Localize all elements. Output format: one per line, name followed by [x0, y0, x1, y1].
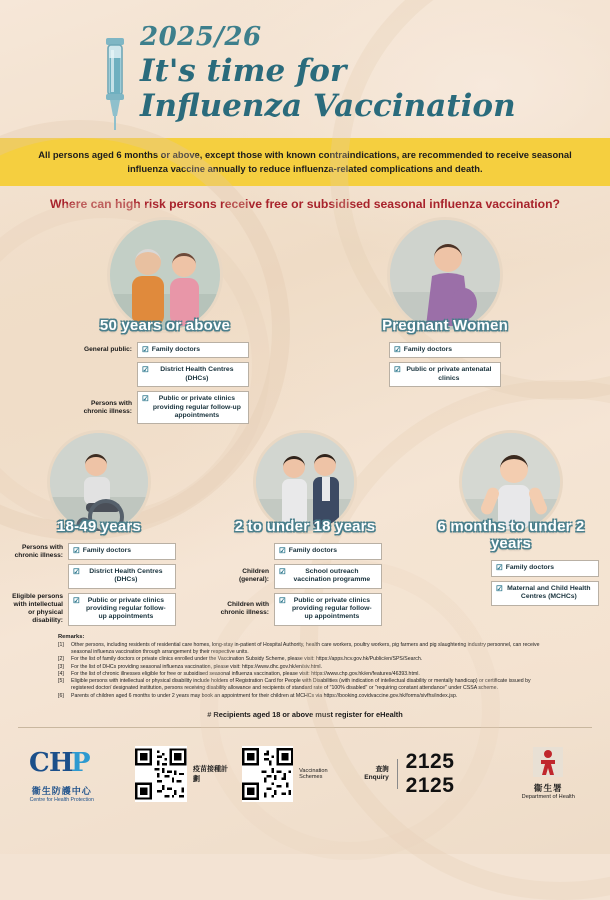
check-label: Persons with chronic illness: — [14, 543, 63, 559]
remark-text: For the list of DHCs providing seasonal influenza vaccination, please visit: https://www.dhc.gov.hk/en/siv.html. — [71, 663, 322, 670]
check-icon: ☑ — [73, 595, 80, 605]
remark-number: [1] — [58, 642, 64, 649]
qr-block-2 — [242, 746, 349, 802]
check-text: District Health Centres (DHCs) — [89, 567, 163, 584]
check-icon: ☑ — [279, 546, 286, 556]
qr-block-1 — [135, 746, 231, 802]
check-row — [70, 391, 249, 424]
qr-label-zh: 疫苗接種計劃 — [192, 765, 228, 783]
check-row — [70, 362, 249, 387]
check-row — [7, 564, 176, 589]
remark-item — [58, 642, 552, 656]
check-text: Public or private clinics providing regular follow-up appointments — [292, 596, 372, 621]
svg-text:H: H — [48, 747, 74, 778]
check-row — [213, 543, 382, 559]
check-icon: ☑ — [142, 365, 149, 375]
check-row — [7, 593, 176, 626]
qr-vaccination-schemes-en[interactable] — [242, 746, 294, 802]
check-text: Family doctors — [288, 547, 338, 555]
chp-name-en: Centre for Health Protection — [29, 796, 94, 803]
check-label: Persons with chronic illness: — [83, 399, 132, 415]
group-caption: 6 months to under 2 years — [437, 518, 585, 553]
pregnant-woman-photo — [387, 217, 503, 333]
group-eighteen-to-fortynine — [7, 430, 191, 625]
check-item — [68, 564, 176, 589]
check-icon: ☑ — [142, 345, 149, 354]
dh-name-zh: 衞生署 — [533, 783, 563, 794]
check-item — [491, 581, 599, 606]
check-label: General public: — [84, 346, 132, 354]
check-text: District Health Centres (DHCs) — [160, 366, 234, 382]
poster-footer — [0, 728, 610, 820]
check-text: Public or private antenatal clinics — [406, 366, 492, 382]
poster-header — [0, 0, 610, 138]
check-item — [68, 593, 176, 626]
dh-logo-icon — [533, 747, 563, 777]
remark-item — [58, 664, 552, 671]
remark-item — [58, 693, 552, 700]
svg-text:C: C — [28, 747, 50, 778]
remarks-title: Remarks: — [58, 633, 85, 640]
svg-text:P: P — [70, 747, 91, 778]
check-item — [137, 362, 249, 387]
enquiry-label-en: Enquiry — [364, 773, 389, 781]
enquiry-phone: 2125 2125 — [405, 749, 455, 797]
check-row — [7, 543, 176, 559]
poster-title-line2: Influenza Vaccination — [140, 88, 516, 124]
qr-vaccination-scheme-zh[interactable] — [135, 746, 186, 802]
check-text: Public or private clinics providing regular follow-up appointments — [152, 395, 241, 420]
check-icon: ☑ — [394, 365, 401, 375]
group-fifty-or-above — [70, 217, 260, 424]
dh-logo — [509, 747, 588, 800]
remark-number: [3] — [58, 663, 64, 670]
chp-logo — [22, 745, 101, 803]
check-row — [213, 564, 382, 589]
enquiry-label-zh: 查詢 — [375, 765, 389, 773]
group-caption: 18-49 years — [57, 518, 141, 536]
remark-text: Other persons, including residents of residential care homes, long-stay in-patient of Hospital Authority, health care workers, poultry workers, pig farmers and pig slaughtering industry personnel, can receive seasonal influenza vaccination through arrangement by their respective units. — [71, 642, 540, 656]
elderly-couple-photo — [107, 217, 223, 333]
remark-item — [58, 671, 552, 678]
dh-name-en: Department of Health — [521, 794, 575, 801]
check-icon: ☑ — [279, 566, 286, 576]
check-icon: ☑ — [279, 595, 286, 605]
check-icon: ☑ — [394, 345, 401, 354]
enquiry-block — [364, 750, 498, 798]
remark-number: [6] — [58, 692, 64, 699]
check-label: Children (general): — [238, 568, 269, 584]
question-heading: Where can high risk persons receive free or subsidised seasonal influenza vaccination? — [49, 197, 561, 211]
check-item — [389, 342, 501, 358]
remark-text: For the list of family doctors or private clinics enrolled under the Vaccination Subsidy Scheme, please visit: https://apps.hcv.gov.hk/Public/en/SPS/Search. — [71, 656, 423, 663]
enquiry-divider — [397, 759, 398, 789]
title-block — [140, 22, 516, 124]
checklist-eighteen-to-fortynine — [7, 543, 191, 625]
check-row — [70, 342, 249, 358]
check-label: Children with chronic illness: — [220, 601, 269, 617]
remark-item — [58, 656, 552, 663]
poster-year: 2025/26 — [140, 22, 262, 52]
check-icon: ☑ — [496, 583, 503, 593]
group-two-to-under-eighteen — [213, 430, 397, 625]
remark-number: [2] — [58, 656, 64, 663]
check-row — [491, 581, 599, 606]
check-text: Family doctors — [403, 346, 453, 353]
checklist-fifty-or-above — [70, 342, 260, 424]
check-text: Maternal and Child Health Centres (MCHCs) — [507, 584, 591, 601]
remarks-section — [0, 634, 610, 700]
check-item — [274, 593, 382, 626]
check-row — [213, 593, 382, 626]
check-label: Eligible persons with intellectual or physical disability: — [12, 593, 63, 625]
remark-item — [58, 678, 552, 692]
check-text: Public or private clinics providing regular follow-up appointments — [86, 596, 166, 621]
checklist-pregnant-women — [350, 342, 540, 387]
check-icon: ☑ — [73, 546, 80, 556]
group-row-2 — [0, 430, 610, 625]
remark-number: [4] — [58, 670, 64, 677]
enquiry-labels — [364, 766, 389, 782]
check-item — [68, 543, 176, 559]
checklist-six-months-to-under-two — [419, 560, 603, 605]
poster-title-line1: It's time for — [140, 53, 347, 89]
remark-number: [5] — [58, 678, 64, 685]
remark-text: Eligible persons with intellectual or physical disability include holders of Registration Card for People with Disabilities (with indication of intellectual disability or mentally handicap) or certificate issued by registered doctor/ designated institution, persons receiving disability allowance and recipients of standard rate of "100% disabled" or "requiring constant attendance" under CSSA scheme. — [71, 678, 531, 692]
remark-text: For the list of chronic illnesses eligible for free or subsidised seasonal influenza vaccination, please visit: https://www.chp.gov.hk/en/features/46393.html. — [71, 670, 420, 677]
check-text: Family doctors — [151, 346, 201, 353]
check-item — [491, 560, 599, 576]
check-icon: ☑ — [496, 563, 503, 573]
checklist-two-to-under-eighteen — [213, 543, 397, 625]
group-caption: Pregnant Women — [382, 317, 508, 334]
group-pregnant-women — [350, 217, 540, 424]
syringe-icon — [92, 36, 138, 132]
chp-name-zh: 衞生防護中心 — [31, 785, 92, 796]
check-item — [389, 362, 501, 387]
check-text: School outreach vaccination programme — [293, 567, 371, 584]
check-item — [274, 564, 382, 589]
check-icon: ☑ — [73, 566, 80, 576]
check-icon: ☑ — [142, 394, 149, 404]
chp-logo-icon — [27, 745, 97, 779]
group-caption: 2 to under 18 years — [234, 518, 376, 536]
check-text: Family doctors — [505, 564, 555, 572]
recommendation-band: All persons aged 6 months or above, except those with known contraindications, are recommended to receive seasonal influenza vaccine annually to reduce influenza-related complications and death. — [0, 138, 610, 186]
remark-text: Parents of children aged 6 months to under 2 years may book an appointment for their children at MCHCs via https://booking.covidvaccine.gov.hk/forms/sivfhs/index.jsp. — [71, 692, 458, 699]
qr-label-en: Vaccination Schemes — [299, 767, 328, 780]
check-item — [137, 342, 249, 358]
check-row — [389, 342, 501, 358]
group-six-months-to-under-two — [419, 430, 603, 625]
check-row — [491, 560, 599, 576]
check-item — [274, 543, 382, 559]
group-row-1 — [0, 217, 610, 424]
ehealth-note: # Recipients aged 18 or above must register for eHealth — [207, 709, 403, 719]
check-item — [137, 391, 249, 424]
check-text: Family doctors — [82, 547, 132, 555]
group-caption: 50 years or above — [99, 317, 231, 334]
check-row — [389, 362, 501, 387]
